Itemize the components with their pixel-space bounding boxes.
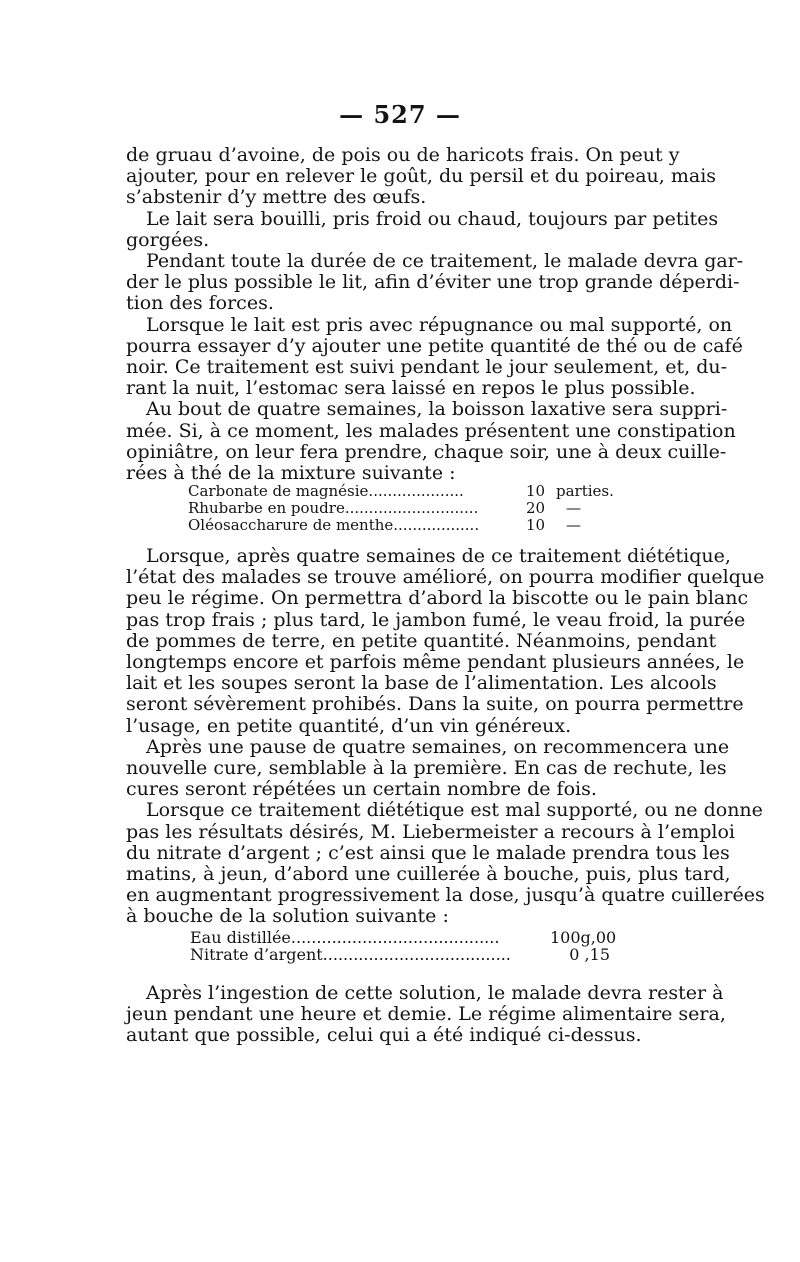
ingredient-unit: parties. <box>556 482 614 500</box>
text-line: pas les résultats désirés, M. Liebermeister a recours à l’emploi <box>126 820 735 843</box>
ingredient-unit: — <box>566 499 581 517</box>
text-line: à bouche de la solution suivante : <box>126 905 449 928</box>
ingredient-quantity: 10 <box>526 482 546 500</box>
text-line: noir. Ce traitement est suivi pendant le jour seulement, et, du- <box>126 356 728 379</box>
ingredient-quantity: 0 ,15 <box>569 945 610 964</box>
text-line: longtemps encore et parfois même pendant plusieurs années, le <box>126 651 745 674</box>
ingredient-name: Nitrate d’argent..................................... <box>190 945 511 964</box>
text-line: matins, à jeun, d’abord une cuillerée à bouche, puis, plus tard, <box>126 863 731 886</box>
ingredient-quantity: 20 <box>526 499 546 517</box>
recipe-row <box>190 928 617 947</box>
text-line: Le lait sera bouilli, pris froid ou chaud, toujours par petites <box>146 207 719 230</box>
text-line: peu le régime. On permettra d’abord la biscotte ou le pain blanc <box>126 587 749 610</box>
text-block-2 <box>126 545 765 928</box>
text-line: rées à thé de la mixture suivante : <box>126 462 456 485</box>
text-line: opiniâtre, on leur fera prendre, chaque soir, une à deux cuille- <box>126 440 727 463</box>
text-line: gorgées. <box>126 228 210 251</box>
ingredient-unit: — <box>566 516 581 534</box>
text-line: tion des forces. <box>126 292 274 315</box>
ingredient-name: Oléosaccharure de menthe.................. <box>188 516 480 534</box>
text-line: de gruau d’avoine, de pois ou de haricots frais. On peut y <box>126 144 680 166</box>
recipe-table-1 <box>188 482 614 534</box>
text-line: l’usage, en petite quantité, d’un vin généreux. <box>126 714 572 737</box>
text-line: pas trop frais ; plus tard, le jambon fumé, le veau froid, la purée <box>126 608 746 631</box>
text-line: Pendant toute la durée de ce traitement, le malade devra gar- <box>146 250 744 273</box>
text-line: der le plus possible le lit, afin d’éviter une trop grande déperdi- <box>126 271 740 294</box>
text-block-3 <box>126 982 726 1047</box>
text-line: lait et les soupes seront la base de l’alimentation. Les alcools <box>126 672 717 695</box>
recipe-table-2 <box>190 928 617 964</box>
text-line: autant que possible, celui qui a été indiqué ci-dessus. <box>126 1024 642 1047</box>
ingredient-name: Rhubarbe en poudre............................ <box>188 499 479 517</box>
ingredient-name: Carbonate de magnésie.................... <box>188 482 464 500</box>
text-line: pourra essayer d’y ajouter une petite quantité de thé ou de café <box>126 334 743 357</box>
recipe-row <box>188 482 614 500</box>
text-line: Au bout de quatre semaines, la boisson laxative sera suppri- <box>146 398 728 421</box>
text-line: rant la nuit, l’estomac sera laissé en repos le plus possible. <box>126 377 696 400</box>
text-line: seront sévèrement prohibés. Dans la suite, on pourra permettre <box>126 693 744 716</box>
ingredient-quantity: 100g,00 <box>550 928 617 947</box>
text-line: Après une pause de quatre semaines, on recommencera une <box>146 735 730 758</box>
ingredient-name: Eau distillée......................................... <box>190 928 500 947</box>
text-line: cures seront répétées un certain nombre de fois. <box>126 778 597 801</box>
text-line: ajouter, pour en relever le goût, du persil et du poireau, mais <box>126 165 717 188</box>
text-line: jeun pendant une heure et demie. Le régime alimentaire sera, <box>126 1003 726 1026</box>
text-line: du nitrate d’argent ; c’est ainsi que le malade prendra tous les <box>126 841 730 864</box>
text-line: nouvelle cure, semblable à la première. En cas de rechute, les <box>126 757 727 780</box>
text-line: Lorsque, après quatre semaines de ce traitement diététique, <box>146 545 731 567</box>
recipe-row <box>188 499 581 517</box>
text-line: Lorsque ce traitement diététique est mal supporté, ou ne donne <box>146 799 763 822</box>
recipe-row <box>188 516 581 534</box>
text-line: Lorsque le lait est pris avec répugnance ou mal supporté, on <box>146 313 733 336</box>
recipe-row <box>190 945 610 964</box>
text-line: mée. Si, à ce moment, les malades présentent une constipation <box>126 419 736 442</box>
page-number: — 527 — <box>339 100 461 129</box>
text-block-1 <box>126 144 744 485</box>
text-line: de pommes de terre, en petite quantité. Néanmoins, pendant <box>126 629 717 652</box>
text-line: s’abstenir d’y mettre des œufs. <box>126 186 427 209</box>
text-line: Après l’ingestion de cette solution, le malade devra rester à <box>146 982 724 1004</box>
text-line: en augmentant progressivement la dose, jusqu’à quatre cuillerées <box>126 884 765 907</box>
text-line: l’état des malades se trouve amélioré, on pourra modifier quelque <box>126 566 765 589</box>
ingredient-quantity: 10 <box>526 516 546 534</box>
